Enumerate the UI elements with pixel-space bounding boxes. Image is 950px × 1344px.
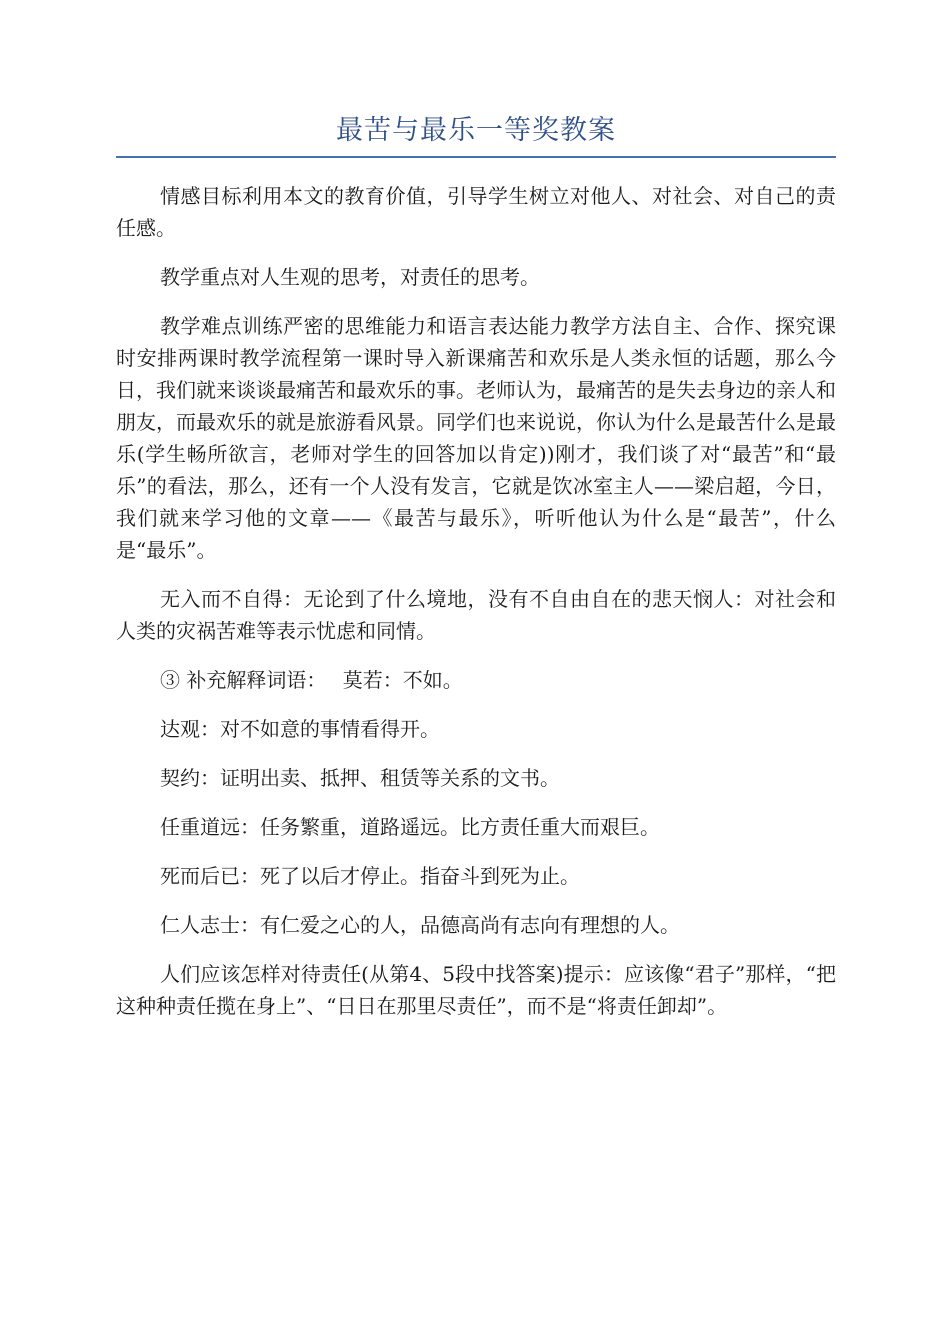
document-body (116, 180, 836, 1022)
paragraph-definition-qiyue: 契约：证明出卖、抵押、租赁等关系的文书。 (160, 766, 560, 790)
paragraph-definition-renrenzhishi: 仁人志士：有仁爱之心的人，品德高尚有志向有理想的人。 (160, 913, 680, 937)
paragraph-responsibility-question: 人们应该怎样对待责任(从第4、5段中找答案)提示：应该像“君子”那样，“把这种种责任揽在身上”、“日日在那里尽责任”，而不是“将责任卸却”。 (116, 962, 836, 1018)
paragraph-key-point: 教学重点对人生观的思考，对责任的思考。 (160, 265, 540, 289)
paragraph-definition-renzhong: 任重道远：任务繁重，道路遥远。比方责任重大而艰巨。 (160, 815, 660, 839)
title-underline (116, 156, 836, 158)
paragraph-supplement-heading: ③ 补充解释词语： 莫若：不如。 (160, 668, 463, 692)
paragraph-difficulty-and-intro: 教学难点训练严密的思维能力和语言表达能力教学方法自主、合作、探究课时安排两课时教学流程第一课时导入新课痛苦和欢乐是人类永恒的话题，那么今日，我们就来谈谈最痛苦和最欢乐的事。老师认为，最痛苦的是失去身边的亲人和朋友，而最欢乐的就是旅游看风景。同学们也来说说，你认为什么是最苦什么是最乐(学生畅所欲言，老师对学生的回答加以肯定))刚才，我们谈了对“最苦”和“最乐”的看法，那么，还有一个人没有发言，它就是饮冰室主人——梁启超，今日，我们就来学习他的文章——《最苦与最乐》，听听他认为什么是“最苦”，什么是“最乐”。 (116, 314, 836, 562)
paragraph-definition-daguan: 达观：对不如意的事情看得开。 (160, 717, 440, 741)
paragraph-emotion-goal: 情感目标利用本文的教育价值，引导学生树立对他人、对社会、对自己的责任感。 (116, 184, 836, 240)
paragraph-definition-1: 无入而不自得：无论到了什么境地，没有不自由自在的悲天悯人：对社会和人类的灾祸苦难等表示忧虑和同情。 (116, 587, 836, 643)
paragraph-definition-sierhouyi: 死而后已：死了以后才停止。指奋斗到死为止。 (160, 864, 580, 888)
document-page (116, 0, 836, 1039)
document-title: 最苦与最乐一等奖教案 (336, 115, 616, 146)
